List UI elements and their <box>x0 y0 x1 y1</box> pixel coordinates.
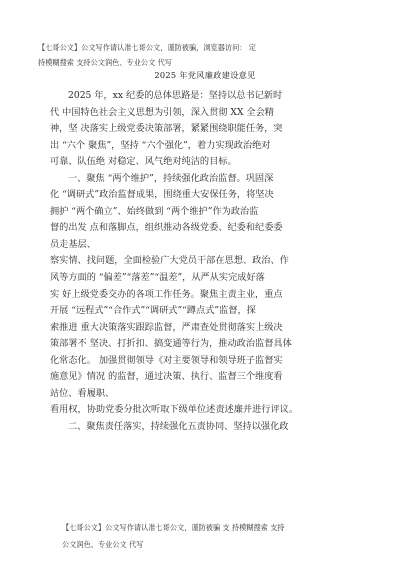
header-notice-line-1: 【七哥公文】公文写作请认准七哥公文，谨防被骗，浏览器访问： 定 <box>38 43 256 52</box>
body-line: 风等方面的 “偏差”“落差”“温差”，从严从实完成好落 <box>50 272 265 284</box>
body-line: 督的出发 点和落脚点，组织推动各级党委、纪委和纪委委 <box>50 222 283 234</box>
body-line: 索推进 重大决策落实跟踪监督，严肃查处贯彻落实上级决 <box>50 321 283 333</box>
body-line: 策部署不 坚决、打折扣、搞变通等行为，推动政治监督具体 <box>50 338 292 350</box>
body-line: 化 “调研式”政治监督成果，围绕重大安保任务，将坚决 <box>50 189 274 201</box>
document-body <box>50 88 362 435</box>
body-line: 站位、看履职、 <box>50 387 115 399</box>
body-line: 实 好上级党委交办的各项工作任务。聚焦主责主业，重点 <box>50 288 283 300</box>
body-line: 出 “六个 聚焦”，坚持 “六个强化”，着力实现政治绝对 <box>50 139 271 151</box>
body-line: 可靠、队伍绝 对稳定、风气绝对纯洁的目标。 <box>50 156 237 168</box>
body-line: 拥护 “两个确立”、始终做到 “两个维护”作为政治监 <box>50 205 259 217</box>
body-line: 看用权，协助党委分批次听取下级单位述责述廉并进行评议。 <box>50 404 299 416</box>
body-line: 二、聚焦责任落实，持续强化五责协同、坚持以强化政 <box>68 420 289 432</box>
body-line: 化常态化。 加强贯彻领导《对主要领导和领导班子监督实 <box>50 354 283 366</box>
body-line: 察实情、找问题，全面检验广大党员干部在思想、政治、作 <box>50 255 289 267</box>
body-line: 一、聚焦 “两个维护”，持续强化政治监督。巩固深 <box>68 172 274 184</box>
body-line: 代 中国特色社会主义思想为引领，深入贯彻 XX 全会精 <box>50 106 274 118</box>
body-line: 神，坚 决落实上级党委决策部署，紧紧围绕职能任务，突 <box>50 123 283 135</box>
document-title: 2025 年党风廉政建设意见 <box>154 70 256 80</box>
footer-notice-line-2: 公文润色、专业公文 代写 <box>62 540 144 549</box>
body-line: 员走基层、 <box>50 238 96 250</box>
header-notice-line-2: 持模糊搜索 支持公文润色、专业公文 代写 <box>38 58 172 67</box>
footer-notice-line-1: 【七哥公文】公文写作请认准七哥公文，谨防被骗 支 持模糊搜索 支持 <box>62 523 285 532</box>
body-line: 2025 年，xx 纪委的总体思路是：坚持以总书记新时 <box>68 90 283 101</box>
body-line: 开展 “远程式”“合作式”“调研式”“蹲点式”监督，探 <box>50 305 256 317</box>
body-line: 施意见》情况 的监督，通过决策、执行、监督三个维度看 <box>50 371 283 383</box>
